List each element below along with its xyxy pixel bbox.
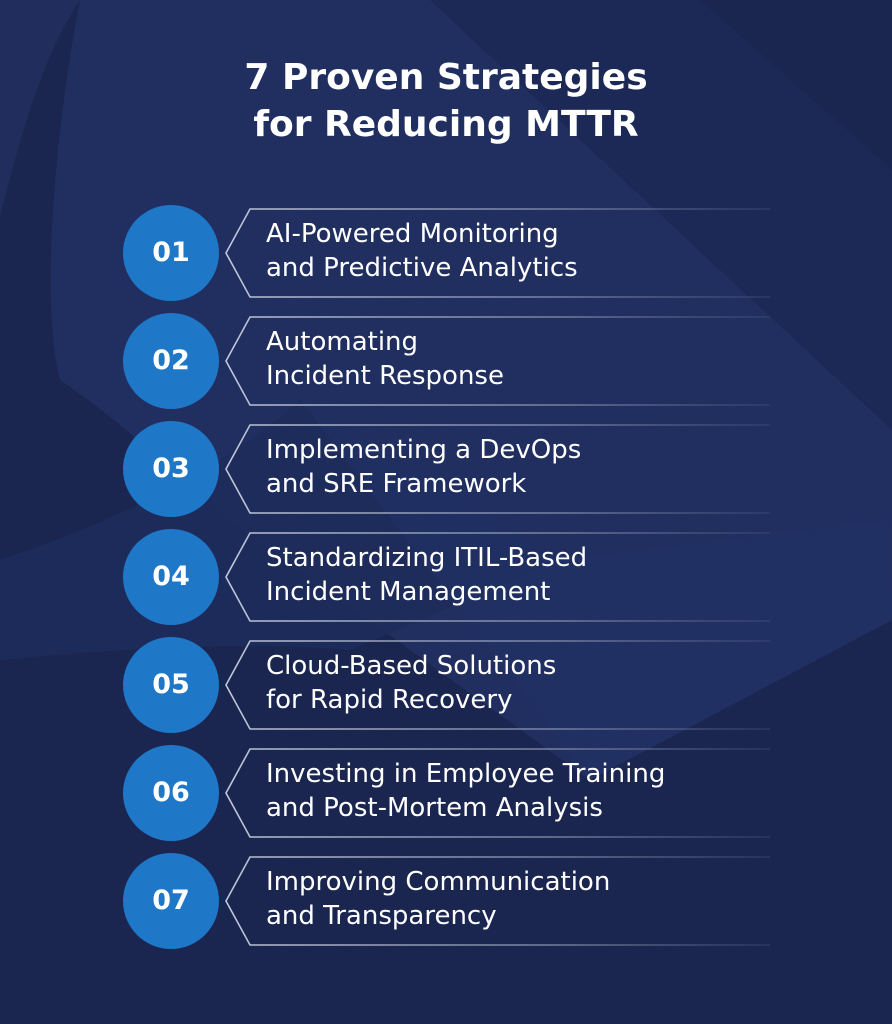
- strategy-number-badge: 06: [123, 745, 219, 841]
- strategy-number-badge: 07: [123, 853, 219, 949]
- strategy-label-line-2: and Predictive Analytics: [266, 253, 578, 283]
- strategy-label-line-1: Implementing a DevOps: [266, 435, 582, 465]
- strategy-label-line-2: Incident Management: [266, 577, 551, 607]
- strategy-number-badge: 03: [123, 421, 219, 517]
- strategy-item-6: [0, 745, 892, 845]
- strategy-label: [266, 757, 786, 825]
- strategy-item-5: [0, 637, 892, 737]
- strategy-label-line-1: AI-Powered Monitoring: [266, 219, 559, 249]
- strategy-label: [266, 325, 786, 393]
- strategy-item-2: [0, 313, 892, 413]
- strategy-label: [266, 217, 786, 285]
- strategy-label-line-2: and Transparency: [266, 901, 497, 931]
- strategy-item-3: [0, 421, 892, 521]
- strategy-number-badge: 01: [123, 205, 219, 301]
- strategy-label-line-1: Improving Communication: [266, 867, 611, 897]
- page-title: [0, 54, 892, 148]
- strategy-number-badge: 05: [123, 637, 219, 733]
- strategy-number-badge: 04: [123, 529, 219, 625]
- title-line-1: 7 Proven Strategies: [244, 57, 648, 98]
- strategy-number-badge: 02: [123, 313, 219, 409]
- strategy-label-line-1: Investing in Employee Training: [266, 759, 666, 789]
- strategy-label-line-2: and SRE Framework: [266, 469, 527, 499]
- strategy-label: [266, 649, 786, 717]
- strategy-item-7: [0, 853, 892, 953]
- strategy-label: [266, 865, 786, 933]
- strategy-label-line-1: Standardizing ITIL-Based: [266, 543, 588, 573]
- strategy-label-line-2: Incident Response: [266, 361, 504, 391]
- strategy-item-1: [0, 205, 892, 305]
- strategy-label-line-1: Automating: [266, 327, 419, 357]
- title-line-2: for Reducing MTTR: [253, 104, 639, 145]
- strategy-label-line-2: and Post-Mortem Analysis: [266, 793, 603, 823]
- strategy-label: [266, 541, 786, 609]
- strategy-label: [266, 433, 786, 501]
- strategy-item-4: [0, 529, 892, 629]
- strategy-label-line-1: Cloud-Based Solutions: [266, 651, 557, 681]
- strategy-label-line-2: for Rapid Recovery: [266, 685, 513, 715]
